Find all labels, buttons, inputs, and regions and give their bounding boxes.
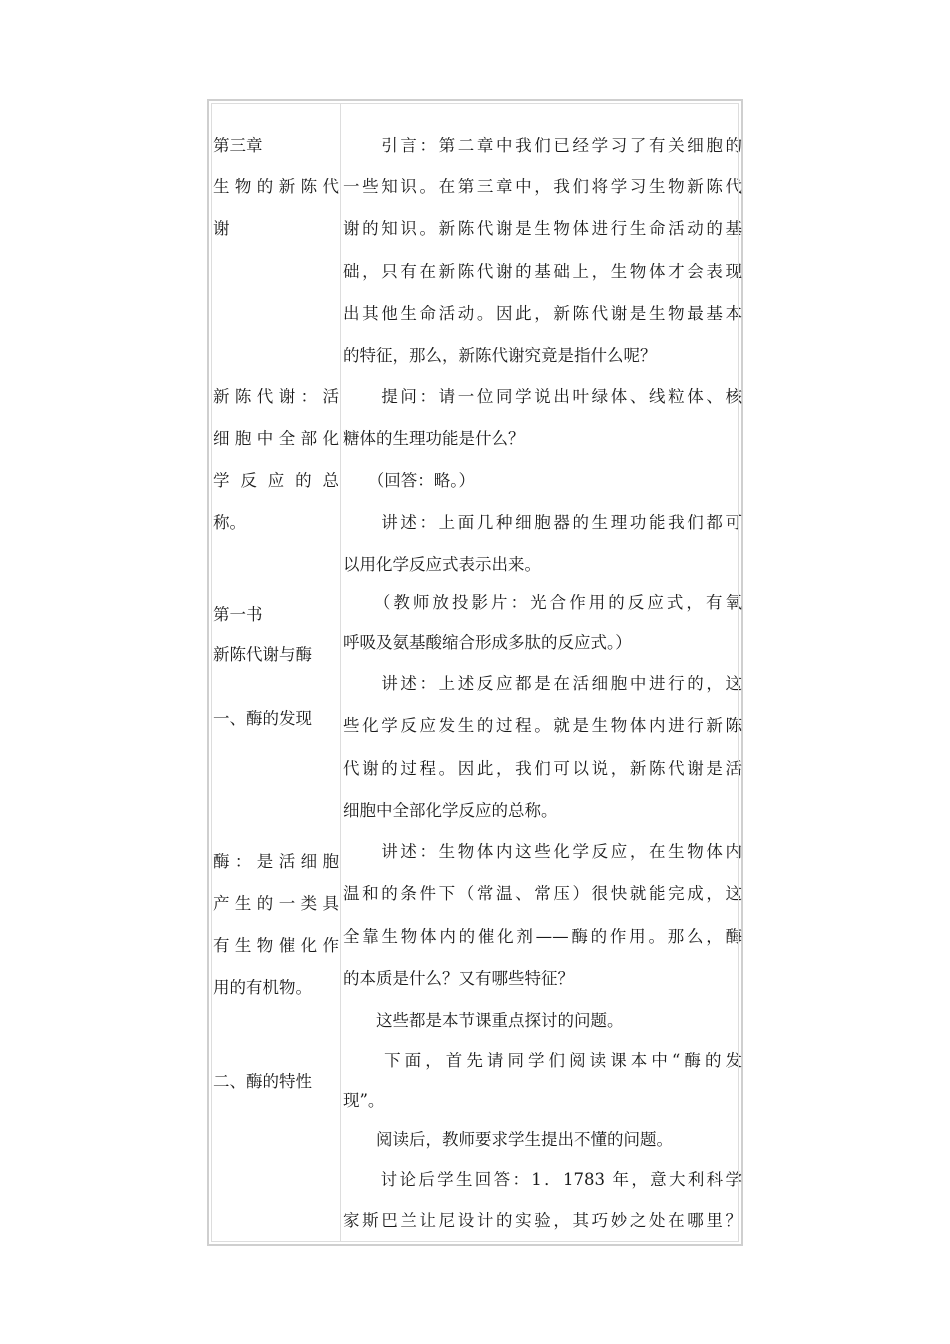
body-line: 些化学反应发生的过程。就是生物体内进行新陈 [343,716,742,735]
section-title: 新陈代谢与酶 [213,645,312,664]
body-line: 的特征，那么，新陈代谢究竟是指什么呢？ [343,346,657,365]
body-line: 引言：第二章中我们已经学习了有关细胞的 [343,136,742,155]
body-line: 讨论后学生回答：1．1783 年，意大利科学 [343,1170,742,1189]
body-line: 细胞中全部化学反应的总称。 [343,801,558,820]
body-line: 出其他生命活动。因此，新陈代谢是生物最基本 [343,304,742,323]
body-line: （教师放投影片：光合作用的反应式，有氧 [343,593,742,612]
body-line: 家斯巴兰让尼设计的实验，其巧妙之处在哪里？ [343,1211,742,1230]
chapter-title-line: 谢 [213,219,230,238]
body-line: （回答：略。） [343,471,475,490]
section-label: 第一书 [213,605,263,624]
body-line: 这些都是本节课重点探讨的问题。 [343,1011,624,1030]
body-line: 全靠生物体内的催化剂——酶的作用。那么，酶 [343,927,742,946]
body-line: 础，只有在新陈代谢的基础上，生物体才会表现 [343,262,742,281]
definition-line: 称。 [213,513,246,532]
definition-line: 有生物催化作 [213,936,339,955]
body-line: 呼吸及氨基酸缩合形成多肽的反应式。） [343,633,632,652]
lesson-table [207,99,743,1246]
body-line: 讲述：上面几种细胞器的生理功能我们都可 [343,513,742,532]
body-line: 讲述：上述反应都是在活细胞中进行的，这 [343,674,742,693]
chapter-label: 第三章 [213,136,263,155]
body-line: 提问：请一位同学说出叶绿体、线粒体、核 [343,387,742,406]
subsection-heading: 二、酶的特性 [213,1072,312,1091]
body-line: 现”。 [343,1091,385,1110]
body-line: 谢的知识。新陈代谢是生物体进行生命活动的基 [343,219,742,238]
body-line: 一些知识。在第三章中，我们将学习生物新陈代 [343,177,742,196]
body-line: 以用化学反应式表示出来。 [343,555,541,574]
body-line: 代谢的过程。因此，我们可以说，新陈代谢是活 [343,759,742,778]
definition-line: 细胞中全部化 [213,429,339,448]
body-line: 糖体的生理功能是什么？ [343,429,525,448]
definition-line: 产生的一类具 [213,894,339,913]
definition-line: 酶：是活细胞 [213,852,339,871]
body-line: 讲述：生物体内这些化学反应，在生物体内 [343,842,742,861]
chapter-title-line: 生物的新陈代 [213,177,339,196]
body-line: 下面，首先请同学们阅读课本中“酶的发 [343,1051,742,1070]
definition-line: 学反应的总 [213,471,339,490]
body-line: 的本质是什么？又有哪些特征？ [343,969,574,988]
body-line: 温和的条件下（常温、常压）很快就能完成，这 [343,884,742,903]
column-divider [340,103,341,1242]
definition-line: 用的有机物。 [213,978,312,997]
subsection-heading: 一、酶的发现 [213,709,312,728]
definition-line: 新陈代谢：活 [213,387,339,406]
body-line: 阅读后，教师要求学生提出不懂的问题。 [343,1130,673,1149]
